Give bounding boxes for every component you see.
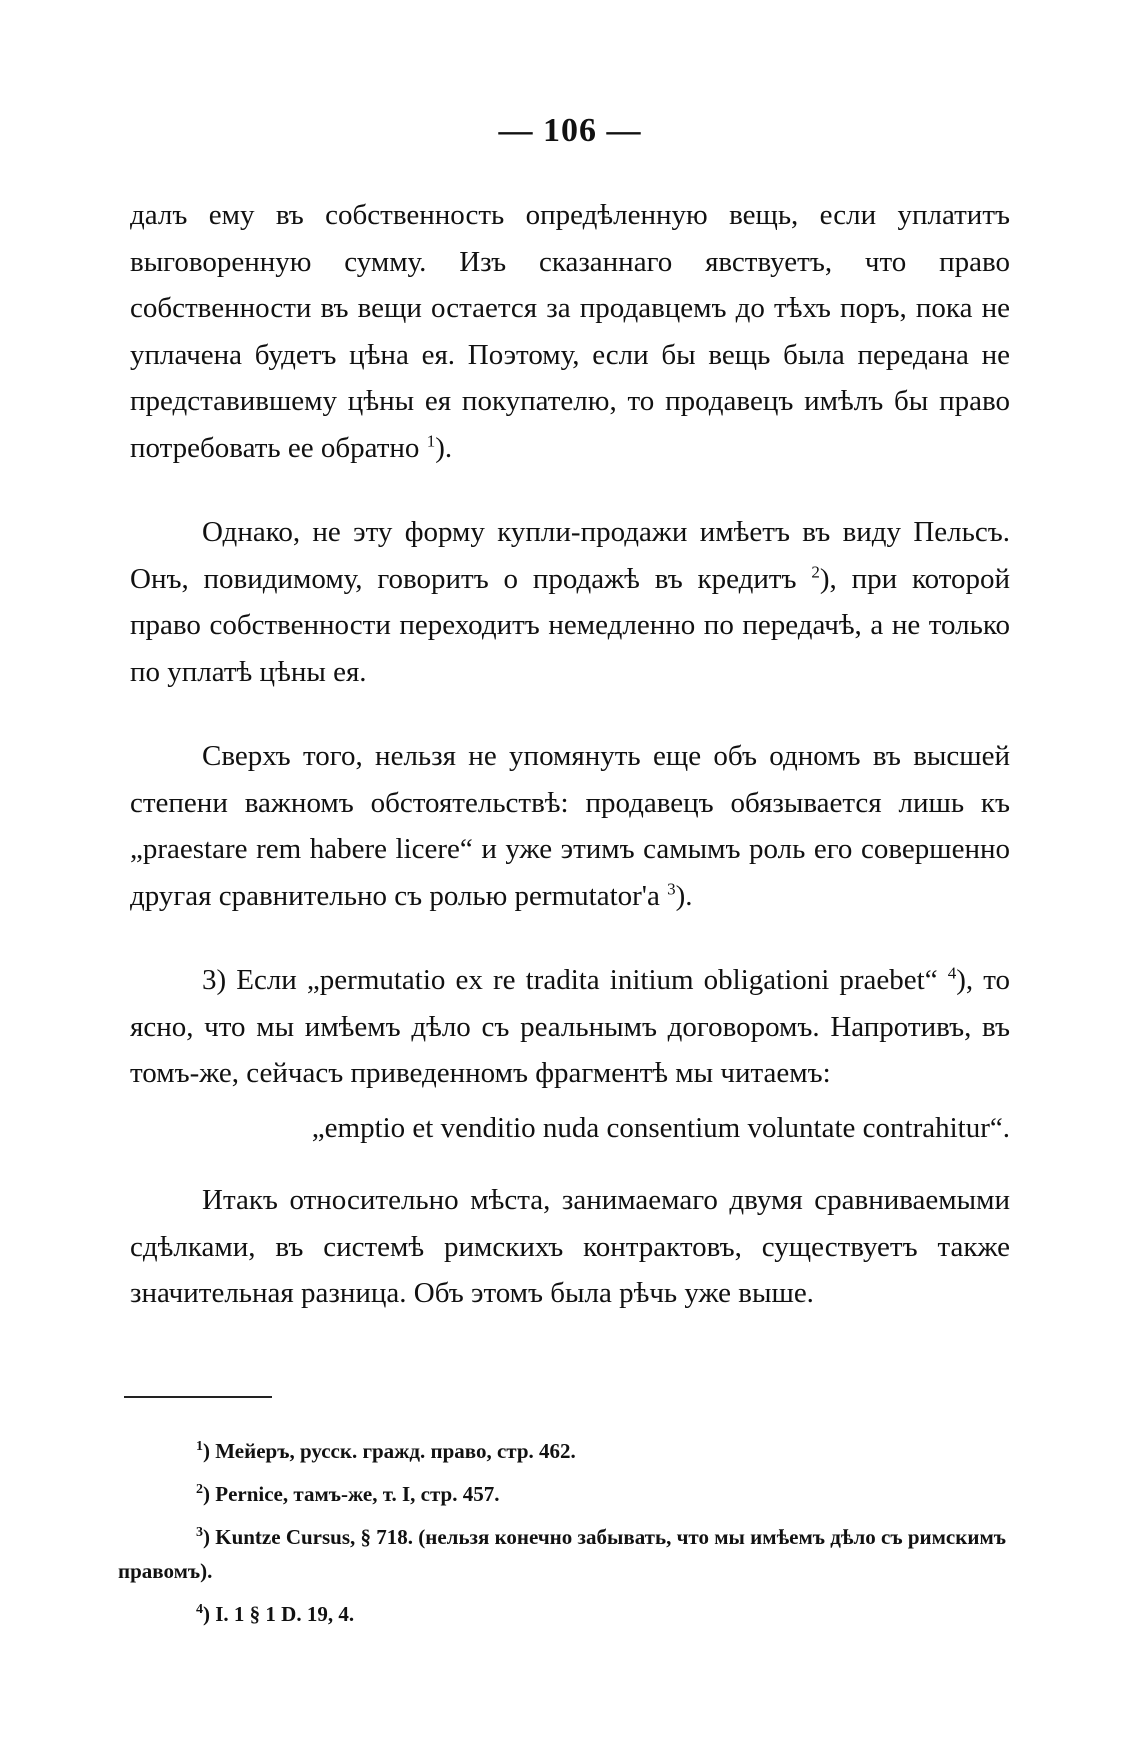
footnote-4: [118, 1597, 1008, 1631]
body-text: [130, 192, 1010, 1355]
footnote-mark: 3: [196, 1525, 203, 1540]
footnote-3: [118, 1520, 1008, 1588]
footnote-text: ) I. 1 § 1 D. 19, 4.: [203, 1602, 355, 1626]
latin-quote: „emptio et venditio nuda consentium voluntate contrahitur“.: [311, 1111, 1010, 1144]
paragraph-5: Итакъ относительно мѣста, занимаемаго двумя сравниваемыми сдѣлками, въ системѣ римскихъ контрактовъ, существуетъ также значительная разница. Объ этомъ была рѣчь уже выше.: [130, 1184, 1010, 1309]
footnote-text: ) Kuntze Cursus, § 718. (нельзя конечно забывать, что мы имѣемъ дѣло съ римскимъ правомъ).: [118, 1525, 1007, 1583]
footnote-text: ) Pernice, тамъ-же, т. I, стр. 457.: [203, 1482, 500, 1506]
paragraph-3-text-a: Сверхъ того, нельзя не упомянуть еще объ одномъ въ высшей степени важномъ обстоятельствѣ: продавецъ обязывается лишь къ „praestare rem habere licere“ и уже этимъ самымъ роль его совершенно другая сравнительно съ ролью permutator'a: [130, 740, 1010, 912]
footnote-1: [118, 1434, 1008, 1468]
paragraph-1-text: далъ ему въ собственность опредѣленную вещь, если уплатитъ выговоренную сумму. Изъ сказаннаго явствуетъ, что право собственности въ вещи остается за продавцемъ до тѣхъ поръ, пока не уплачена будетъ цѣна ея. Поэтому, если бы вещь была передана не представившему цѣны ея покупателю, то продавецъ имѣлъ бы право потребовать ее обратно: [130, 199, 1010, 464]
page-number: — 106 —: [498, 112, 642, 149]
footnote-2: [118, 1477, 1008, 1511]
paragraph-2: [130, 509, 1010, 695]
paragraph-4-text-b: ), то ясно, что мы имѣемъ дѣло съ реальнымъ договоромъ. Напротивъ, въ томъ-же, сейчасъ приведенномъ фрагментѣ мы читаемъ:: [130, 964, 1010, 1089]
footnote-ref-3[interactable]: 3: [667, 878, 676, 898]
paragraph-4: [130, 957, 1010, 1097]
paragraph-3-text-b: ).: [675, 879, 693, 912]
paragraph-4-text-a: 3) Если „permutatio ex re tradita initium obligationi praebet“: [202, 964, 938, 996]
paragraph-2-text-a: Однако, не эту форму купли-продажи имѣетъ въ виду Пельсъ. Онъ, повидимому, говоритъ о продажѣ въ кредитъ: [130, 516, 1010, 595]
paragraph-2-text-b: ), при которой право собственности переходитъ немедленно по передачѣ, а не только по уплатѣ цѣны ея.: [130, 562, 1010, 688]
paragraph-1: [130, 192, 1010, 471]
paragraph-1-end: ).: [435, 431, 453, 464]
footnote-text: ) Мейеръ, русск. гражд. право, стр. 462.: [203, 1439, 576, 1463]
paragraph-3: [130, 733, 1010, 919]
footnote-mark: 4: [196, 1602, 203, 1617]
footnote-mark: 2: [196, 1482, 203, 1497]
footnote-ref-4[interactable]: 4: [947, 963, 957, 983]
footnote-ref-1[interactable]: 1: [426, 430, 436, 450]
footnotes: [118, 1434, 1008, 1640]
footnote-ref-2[interactable]: 2: [811, 561, 820, 581]
footnote-mark: 1: [196, 1439, 203, 1454]
footnote-separator: [124, 1396, 272, 1398]
